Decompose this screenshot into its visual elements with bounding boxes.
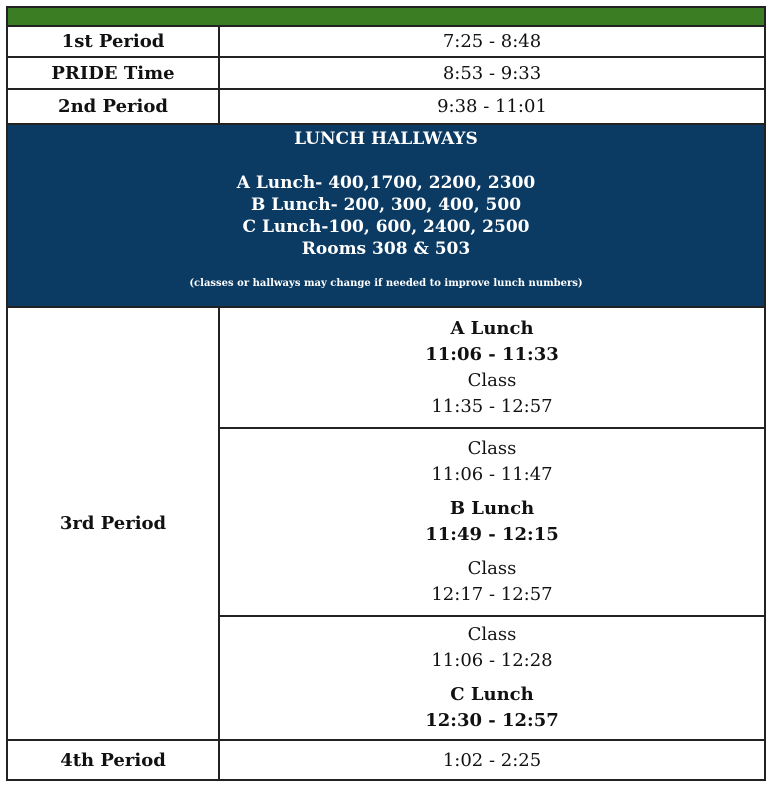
lunch-rooms: Rooms 308 & 503 [301,239,471,259]
lunch-time: 11:49 - 12:15 [425,524,559,545]
lunch-hallways-title: LUNCH HALLWAYS [294,129,478,149]
lunch-time: 11:06 - 11:33 [425,343,559,365]
class-time: 11:35 - 12:57 [431,395,553,417]
lunch-time: 12:30 - 12:57 [425,710,559,731]
b-lunch-cell [219,428,765,616]
class-time: 11:06 - 12:28 [431,650,553,671]
class-label: Class [467,438,517,459]
header-bar [7,7,765,26]
c-lunch-cell [219,616,765,740]
class-time: 11:06 - 11:47 [431,464,553,485]
table-row [7,57,765,89]
period-time: 9:38 - 11:01 [219,89,765,124]
period-label: 4th Period [7,740,219,780]
table-row [7,26,765,57]
class-label: Class [467,369,517,391]
period-label: PRIDE Time [7,57,219,89]
b-lunch-hallways: B Lunch- 200, 300, 400, 500 [250,195,522,215]
period-label: 2nd Period [7,89,219,124]
a-lunch-hallways: A Lunch- 400,1700, 2200, 2300 [236,173,536,193]
lunch-label: C Lunch [450,684,534,705]
lunch-label: A Lunch [450,317,534,339]
class-label: Class [467,624,517,645]
class-label: Class [467,558,517,579]
period-label: 3rd Period [7,307,219,740]
class-time: 12:17 - 12:57 [431,584,553,605]
table-row [7,307,765,428]
period-label: 1st Period [7,26,219,57]
lunch-label: B Lunch [449,498,535,519]
lunch-hallways-cell [7,124,765,307]
period-time: 1:02 - 2:25 [219,740,765,780]
lunch-hallways-row [7,124,765,307]
header-cell [7,7,765,26]
period-time: 7:25 - 8:48 [219,26,765,57]
a-lunch-cell [219,307,765,428]
c-lunch-hallways: C Lunch-100, 600, 2400, 2500 [242,217,530,237]
table-row [7,740,765,780]
lunch-note: (classes or hallways may change if needed to improve lunch numbers) [189,278,583,289]
period-time: 8:53 - 9:33 [219,57,765,89]
table-row [7,89,765,124]
bell-schedule-table [6,6,766,781]
